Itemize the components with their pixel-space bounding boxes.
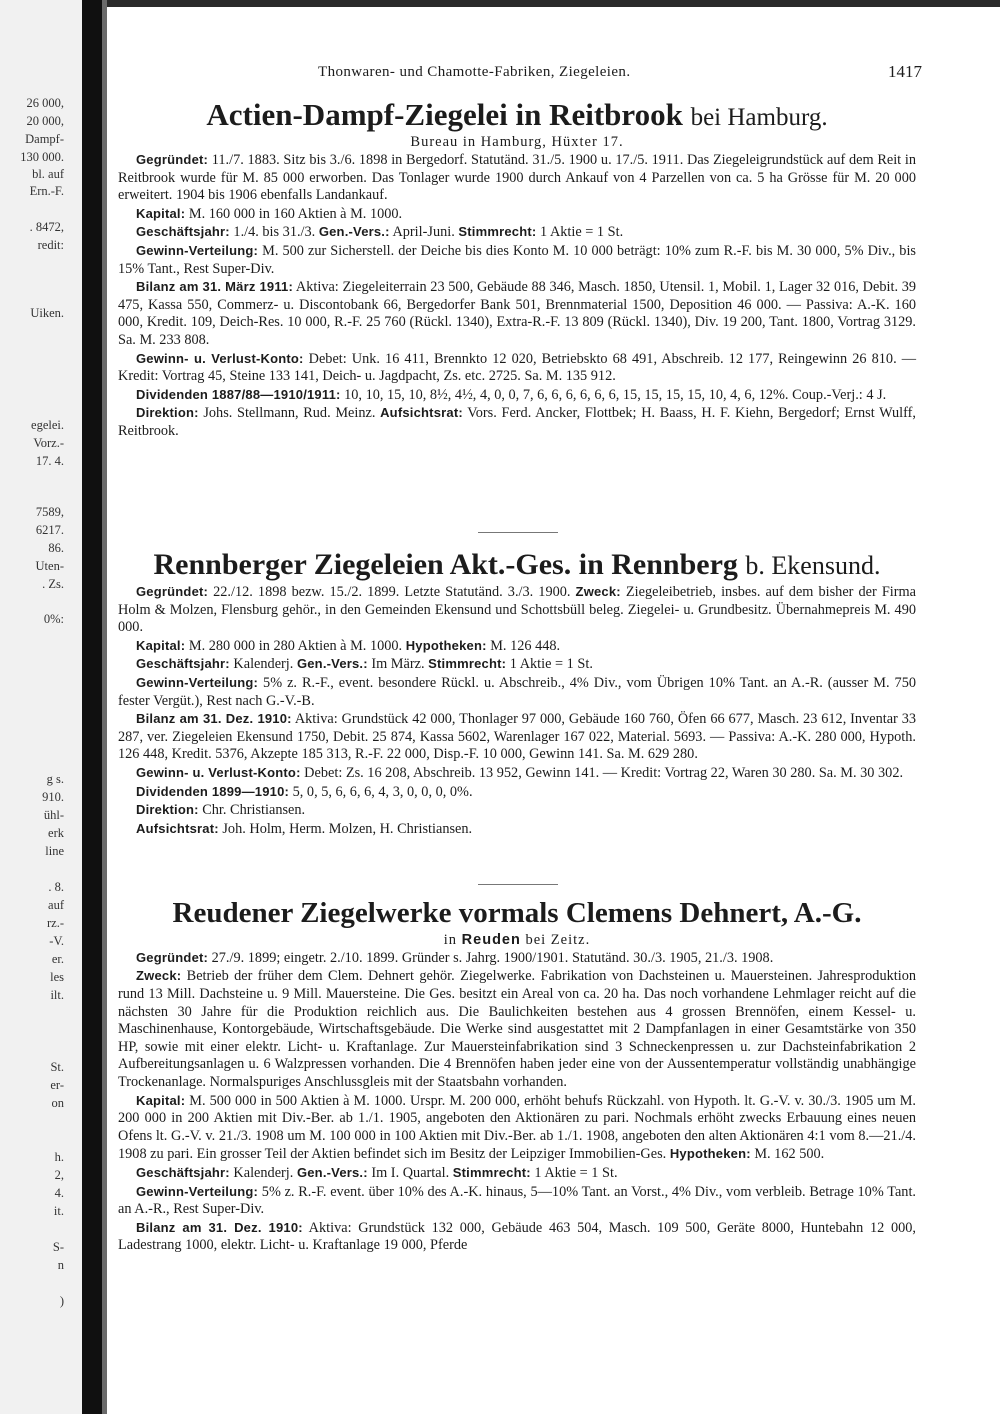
field-text: M. 500 000 in 500 Aktien à M. 1000. Urspr. M. 200 000, erhöht behufs Rückzahl. von Hypoth. lt. G.-V. v. 30./3. 1905 um M. 200 000 in 200 Aktien mit Div.-Ber. ab 1./1. 1905, angeboten den Aktionären zu pari. Nochmals erhöht zwecks Erbauung eines neuen Ofens lt. G.-V. v. 21./3. 1908 um M. 100 000 in 100 Aktien mit Div.-Ber. ab 1./1. 1908, angeboten den alten Aktionären 4:1 vom 8.—21./4. 1908 zu pari. Ein grosser Teil der Aktien befindet sich im Besitz der Leipziger Immobilien-Ges. [118, 1092, 916, 1163]
field-text: Ziegeleibetrieb, insbes. auf dem bisher der Firma Holm & Molzen, Flensburg gehör., in den Gemeinden Ekensund und Schottsbüll beleg. Ziegelei- u. Grundbesitz. Übernahmepreis M. 490 000. [118, 584, 916, 636]
field-label: Gewinn- u. Verlust-Konto: [136, 350, 304, 366]
field-text: 5, 0, 5, 6, 6, 6, 4, 3, 0, 0, 0, 0%. [289, 783, 473, 800]
field-text: M. 126 448. [486, 637, 561, 654]
entry-paragraph [118, 278, 916, 349]
field-text: 1 Aktie = 1 St. [536, 224, 624, 241]
field-label: Hypotheken: [405, 637, 487, 653]
entry-paragraph [118, 764, 916, 783]
entry-body [118, 583, 916, 838]
company-location: b. Ekensund. [745, 551, 881, 580]
field-text: Betrieb der früher dem Clem. Dehnert gehör. Ziegelwerke. Fabrikation von Dachsteinen u. Mauersteinen. Jahresproduktion rund 13 Mill. Dachsteine u. 9 Mill. Mauersteine. Die Ges. besitzt ein Areal von ca. 20 ha. Das noch vorhandene Lehmlager reicht auf die nächsten 30 Jahre für die Produktion reichlich aus. Die Baulichkeiten bestehen aus 4 grossen Brennöfen, einem Kessel- u. Maschinenhause, Kontorgebäude, Wirtschaftsgebäude. Die Werke sind ausgestattet mit 2 Dampfanlagen in einer Gesamtstärke von 350 HP, sowie mit einer elektr. Licht- u. Kraftanlage. Zur Mauersteinfabrikation sind 3 Schneckenpressen u. zur Dachsteinfabrikation 2 Aufbereitungsanlagen u. 6 Walzpressen vorhanden. Die 4 Brennöfen haben jeder eine von der Aussentemperatur vollständig unabhängige Trockenanlage. Normalspuriges Anschlussgleis mit der Staatsbahn vorhanden. [118, 968, 916, 1091]
field-text: 10, 10, 15, 10, 8½, 4½, 4, 0, 0, 7, 6, 6, 6, 6, 6, 6, 15, 15, 15, 15, 10, 4, 6, 12%. Coup.-Verj.: 4 J. [340, 386, 887, 403]
facing-page-fragment: 4. [54, 1186, 64, 1200]
facing-page-fragment: rz.- [47, 916, 64, 930]
field-text: Vors. Ferd. Ancker, Flottbek; H. Baass, H. F. Kiehn, Bergedorf; Ernst Wulff, Reitbrook. [118, 405, 916, 439]
entry-paragraph [118, 1219, 916, 1255]
entry-paragraph [118, 949, 916, 968]
facing-page-fragment: Vorz.- [33, 436, 64, 450]
field-text: Kalenderj. [229, 656, 297, 673]
facing-page-fragment: auf [48, 898, 64, 912]
field-text: 1./4. bis 31./3. [229, 224, 319, 241]
field-label: Gen.-Vers.: [296, 656, 368, 672]
facing-page-fragment: line [45, 844, 64, 858]
page-main [118, 0, 922, 1414]
facing-page-fragment: on [51, 1096, 64, 1110]
facing-page-fragment: -V. [49, 934, 64, 948]
entry-paragraph [118, 205, 916, 224]
subline-suffix: bei Zeitz. [525, 931, 591, 948]
field-text: Aktiva: Ziegeleiterrain 23 500, Gebäude 88 346, Masch. 1850, Utensil. 1, Mobil. 1, Lager 32 016, Debit. 39 475, Kassa 550, Commerz- u. Discontobank 66, Bergedorfer Bank 501, Brennmaterial 1500, Deposition 46 000. — Passiva: A.-K. 160 000, Kredit. 109, Deich-Res. 10 000, R.-F. 25 760 (Rückl. 1340), Extra-R.-F. 13 809 (Rückl. 1340), Div. 19 200, Tant. 1800, Vortrag 3129. Sa. M. 233 808. [118, 279, 917, 349]
entry-body [118, 151, 916, 441]
entry-title: Reudener Ziegelwerke vormals Clemens Dehnert, A.-G. [172, 897, 862, 929]
field-label: Bilanz am 31. Dez. 1910: [136, 711, 292, 727]
entry-subline: Bureau in Hamburg, Hüxter 17. [410, 134, 624, 151]
entry-paragraph [118, 350, 916, 386]
field-text: 5% z. R.-F., event. besondere Rückl. u. Abschreib., 4% Div., vom Übrigen 10% Tant. an A.-R. (ausser M. 750 fester Vergüt.), Rest nach G.-V.-B. [118, 674, 916, 709]
field-label: Kapital: [136, 637, 186, 653]
subline-place: Reuden [461, 931, 521, 948]
field-text: 22./12. 1898 bezw. 15./2. 1899. Letzte Statutänd. 3./3. 1900. [208, 584, 576, 600]
entry-paragraph [118, 637, 916, 656]
facing-page-fragment: er. [51, 952, 64, 966]
field-label: Gegründet: [136, 584, 209, 599]
entry-paragraph [118, 820, 916, 839]
entry-paragraph [118, 1183, 916, 1219]
company-entry [118, 548, 916, 838]
field-label: Gen.-Vers.: [318, 224, 390, 240]
facing-page-fragment: 26 000, [26, 96, 64, 110]
field-text: 27./9. 1899; eingetr. 2./10. 1899. Gründer s. Jahrg. 1900/1901. Statutänd. 30./3. 1905, 21./3. 1908. [208, 949, 774, 966]
facing-page-fragment: 0%: [43, 612, 64, 626]
company-name: Actien-Dampf-Ziegelei in Reitbrook [206, 97, 683, 132]
field-label: Kapital: [136, 205, 186, 221]
entry-title [118, 98, 916, 132]
field-text: Kalenderj. [229, 1165, 297, 1182]
field-text: Debet: Unk. 16 411, Brennkto 12 020, Betriebskto 68 491, Abschreib. 12 177, Reingewinn 26 810. — Kredit: Vortrag 45, Steine 133 141, Deich- u. Jagdpacht, Zs. etc. 2725. Sa. M. 135 912. [118, 350, 916, 385]
field-label: Kapital: [136, 1092, 186, 1108]
facing-page-fragment: 20 000, [26, 114, 64, 128]
entry-body [118, 949, 916, 1255]
company-entry [118, 98, 916, 441]
field-label: Zweck: [136, 968, 182, 984]
field-label: Bilanz am 31. Dez. 1910: [136, 1219, 303, 1235]
facing-page-fragment: 910. [42, 790, 64, 804]
field-label: Hypotheken: [669, 1146, 751, 1162]
facing-page-fragment: S- [52, 1240, 64, 1254]
facing-page-fragment: . 8472, [29, 220, 64, 234]
field-text: Johs. Stellmann, Rud. Meinz. [198, 405, 381, 422]
facing-page-fragment: 2, [54, 1168, 64, 1182]
field-text: 5% z. R.-F. event. über 10% des A.-K. hinaus, 5—10% Tant. an Vorst., 4% Div., vom verbleib. Betrage 10% Tant. an A.-R., Rest Super-Div. [118, 1183, 916, 1218]
field-text: 11./7. 1883. Sitz bis 3./6. 1898 in Bergedorf. Statutänd. 31./5. 1900 u. 17./5. 1911. Das Ziegeleigrundstück auf dem Reit in Reitbrook wurde für M. 85 000 erworben. Das Tonlager wurde 1900 durch Ankauf von 4 Parzellen von ca. 5 ha Grösse für M. 20 000 erweitert. 1904 bis 1906 ebenfalls Landankauf. [118, 152, 916, 204]
facing-page-fragment: er- [50, 1078, 64, 1092]
adjacent-page-margin [0, 0, 82, 1414]
field-text: Im März. [367, 656, 429, 673]
field-text: Aktiva: Grundstück 42 000, Thonlager 97 000, Gebäude 160 760, Öfen 66 677, Masch. 23 612, Inventar 33 287, ver. Ziegeleien Ekensund 1750, Debit. 25 874, Kassa 5602, Warenlager 167 022, Material. 5693. — Passiva: A.-K. 280 000, Hypoth. 126 448, Kredit. 5376, Akzepte 185 313, R.-F. 22 000, Disp.-F. 10 000, Gewinn 141. Sa. M. 629 280. [118, 711, 917, 763]
facing-page-fragment: Dampf- [25, 132, 64, 146]
book-gutter [82, 0, 102, 1414]
entry-paragraph [118, 967, 916, 1091]
facing-page-fragment: bl. auf [32, 167, 64, 181]
field-label: Gewinn-Verteilung: [136, 243, 259, 259]
field-text: M. 280 000 in 280 Aktien à M. 1000. [185, 637, 406, 654]
field-label: Gegründet: [136, 152, 209, 168]
entry-paragraph [118, 1164, 916, 1183]
field-label: Direktion: [136, 802, 199, 818]
entry-paragraph [118, 386, 916, 405]
field-label: Stimmrecht: [428, 656, 507, 672]
entry-subline [118, 932, 916, 949]
facing-page-fragment: redit: [37, 238, 64, 252]
facing-page-fragment: g s. [46, 772, 64, 786]
field-label: Gewinn- u. Verlust-Konto: [136, 764, 301, 780]
field-label: Aufsichtsrat: [380, 405, 463, 421]
facing-page-fragment: erk [48, 826, 64, 840]
field-label: Geschäftsjahr: [136, 656, 230, 672]
facing-page-fragment: h. [54, 1150, 64, 1164]
entry-paragraph [118, 655, 916, 674]
field-label: Zweck: [575, 584, 621, 599]
running-head: Thonwaren- und Chamotte-Fabriken, Ziegeleien. [318, 64, 631, 80]
facing-page-fragment: . 8. [48, 880, 64, 894]
entry-paragraph [118, 151, 916, 205]
field-label: Gegründet: [136, 949, 209, 965]
facing-page-fragment: ühl- [43, 808, 64, 822]
company-name: Rennberger Ziegeleien Akt.-Ges. in Rennberg [153, 548, 738, 581]
field-label: Dividenden 1887/88—1910/1911: [136, 386, 341, 402]
facing-page-fragment: 130 000. [20, 150, 64, 164]
facing-page-fragment: it. [53, 1204, 64, 1218]
field-text: Aktiva: Grundstück 132 000, Gebäude 463 504, Masch. 109 500, Geräte 8000, Huntebahn 12 000, Ladestrang 1000, elektr. Licht- u. Kraftanlage 19 000, Pferde [118, 1219, 916, 1254]
field-text: Debet: Zs. 16 208, Abschreib. 13 952, Gewinn 141. — Kredit: Vortrag 22, Waren 30 280. Sa. M. 30 302. [300, 764, 904, 781]
field-text: 1 Aktie = 1 St. [506, 656, 593, 673]
field-label: Geschäftsjahr: [136, 224, 230, 240]
page-number: 1417 [888, 62, 922, 81]
facing-page-fragment: Uiken. [30, 306, 64, 320]
field-label: Geschäftsjahr: [136, 1165, 230, 1181]
facing-page-fragment: . Zs. [42, 577, 64, 591]
entry-paragraph [118, 223, 916, 242]
facing-page-fragment: Ern.-F. [29, 184, 64, 198]
field-label: Direktion: [136, 405, 199, 421]
entry-paragraph [118, 1092, 916, 1164]
field-text: Joh. Holm, Herm. Molzen, H. Christiansen. [218, 820, 473, 837]
gutter-edge [102, 0, 107, 1414]
entry-paragraph [118, 710, 916, 764]
facing-page-fragment: 86. [48, 541, 64, 555]
facing-page-fragment: les [50, 970, 64, 984]
subline-prefix: in [443, 931, 458, 948]
separator-rule [478, 884, 558, 885]
field-text: 1 Aktie = 1 St. [530, 1165, 618, 1182]
facing-page-fragment: 6217. [35, 523, 64, 537]
facing-page-fragment: ) [59, 1294, 64, 1308]
company-location: bei Hamburg. [690, 104, 828, 131]
entry-paragraph [118, 801, 916, 820]
field-label: Aufsichtsrat: [136, 820, 219, 836]
entry-paragraph [118, 404, 916, 440]
entry-title [118, 548, 916, 581]
field-text: April-Juni. [389, 224, 459, 241]
entry-paragraph [118, 674, 916, 710]
field-label: Gewinn-Verteilung: [136, 1183, 259, 1199]
field-label: Gen.-Vers.: [296, 1165, 368, 1181]
field-label: Gewinn-Verteilung: [136, 674, 259, 690]
field-text: Chr. Christiansen. [198, 802, 306, 819]
company-entry [118, 898, 916, 1255]
field-label: Stimmrecht: [452, 1165, 531, 1181]
facing-page-fragment: 17. 4. [35, 454, 64, 468]
field-text: M. 162 500. [750, 1146, 825, 1163]
facing-page-fragment: St. [50, 1060, 64, 1074]
facing-page-fragment: egelei. [31, 418, 64, 432]
field-text: M. 500 zur Sicherstell. der Deiche bis dies Konto M. 10 000 beträgt: 10% zum R.-F. bis M. 30 000, 5% Div., bis 15% Tant., Rest Super-Div. [118, 243, 916, 277]
facing-page-fragment: Uten- [35, 559, 64, 573]
field-label: Stimmrecht: [458, 224, 537, 240]
facing-page-fragment: n [57, 1258, 64, 1272]
entry-paragraph [118, 583, 916, 637]
separator-rule [478, 532, 558, 533]
facing-page-fragment: 7589, [35, 505, 64, 519]
entry-paragraph [118, 242, 916, 278]
entry-paragraph [118, 783, 916, 802]
field-text: Im I. Quartal. [367, 1165, 453, 1182]
facing-page-fragment: ilt. [50, 988, 64, 1002]
field-label: Bilanz am 31. März 1911: [136, 279, 293, 295]
field-label: Dividenden 1899—1910: [136, 783, 290, 799]
field-text: M. 160 000 in 160 Aktien à M. 1000. [185, 205, 403, 222]
